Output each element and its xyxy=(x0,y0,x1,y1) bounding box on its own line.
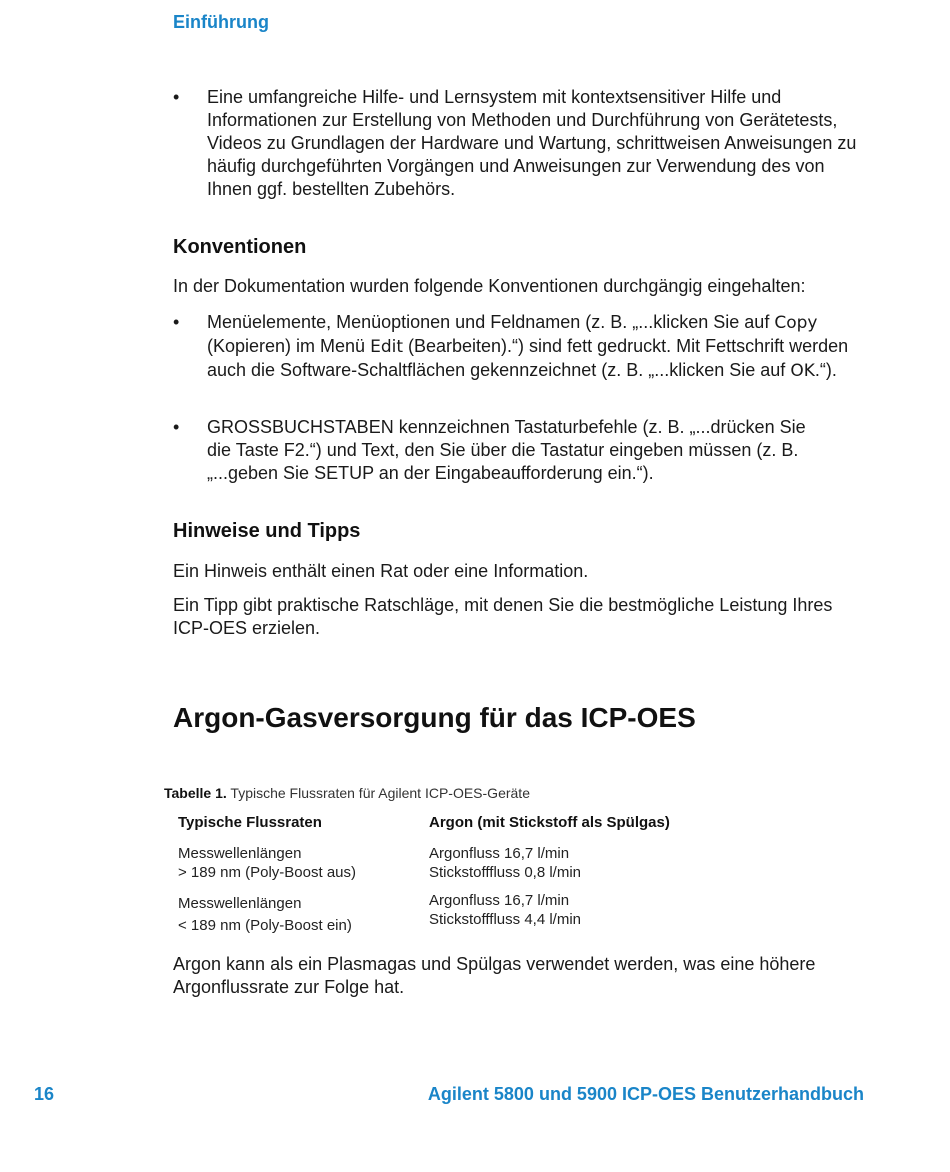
bullet-text: GROSSBUCHSTABEN kennzeichnen Tastaturbefehle (z. B. „...drücken Sie die Taste F2.“) und Text, den Sie über die Tastatur eingeben müssen (z. B. „...geben Sie SETUP an der Eingabeaufforderung ein.“). xyxy=(207,417,806,483)
page-number: 16 xyxy=(34,1084,55,1104)
table-cell xyxy=(429,891,581,929)
footer-title: Agilent 5800 und 5900 ICP-OES Benutzerhandbuch xyxy=(427,1084,864,1104)
bullet-icon: • xyxy=(173,417,180,437)
text-run: Menüelemente, Menüoptionen und Feldnamen (z. B. „...klicken Sie auf xyxy=(207,312,775,332)
hinweise-heading: Hinweise und Tipps xyxy=(173,520,361,542)
hinweise-para-2: Ein Tipp gibt praktische Ratschläge, mit denen Sie die bestmögliche Leistung Ihres ICP-OES erzielen. xyxy=(173,595,833,638)
bullet-text: Eine umfangreiche Hilfe- und Lernsystem mit kontextsensitiver Hilfe und Informationen zur Erstellung von Methoden und Durchführung von Gerätetests, Videos zu Grundlagen der Hardware und Wartung, schrittweisen Anweisungen zu häufig durchgeführten Vorgängen und Anweisungen zur Verwendung des von Ihnen ggf. bestellten Zubehörs. xyxy=(207,87,857,199)
cell-line: Argonfluss 16,7 l/min xyxy=(429,845,570,862)
cell-line: Stickstofffluss 4,4 l/min xyxy=(429,911,582,928)
konventionen-intro: In der Dokumentation wurden folgende Konventionen durchgängig eingehalten: xyxy=(173,276,806,296)
ui-term-copy: Copy xyxy=(774,313,818,333)
caption-text: Typische Flussraten für Agilent ICP-OES-Geräte xyxy=(226,785,530,801)
cell-line: < 189 nm (Poly-Boost ein) xyxy=(178,917,352,934)
text-run: (Bearbeiten).“) sind fett gedruckt. Mit Fettschrift werden auch die Software-Schaltflächen gekennzeichnet (z. B. „...klicken Sie auf xyxy=(207,336,849,380)
intro-bullet xyxy=(173,86,873,206)
argon-heading: Argon-Gasversorgung für das ICP-OES xyxy=(173,702,696,733)
ui-term-edit: Edit xyxy=(370,337,403,357)
text-run: (Kopieren) im Menü xyxy=(207,336,371,356)
table-cell xyxy=(178,893,352,937)
table-header-cell: Typische Flussraten xyxy=(178,814,322,831)
section-header: Einführung xyxy=(173,12,269,32)
bullet-text xyxy=(207,311,867,383)
caption-label: Tabelle 1. xyxy=(164,785,227,801)
argon-closing-para: Argon kann als ein Plasmagas und Spülgas verwendet werden, was eine höhere Argonflussrate zur Folge hat. xyxy=(173,954,816,997)
ui-term-ok: OK xyxy=(790,361,815,381)
konventionen-bullet-2 xyxy=(173,416,873,491)
konventionen-heading: Konventionen xyxy=(173,236,307,258)
text-run: .“). xyxy=(814,360,837,380)
bullet-icon: • xyxy=(173,312,180,332)
table-header-cell: Argon (mit Stickstoff als Spülgas) xyxy=(429,814,670,831)
hinweise-para-1: Ein Hinweis enthält einen Rat oder eine Information. xyxy=(173,561,589,581)
cell-line: Messwellenlängen xyxy=(178,895,302,912)
bullet-icon: • xyxy=(173,87,180,107)
table-cell xyxy=(178,844,356,882)
cell-line: > 189 nm (Poly-Boost aus) xyxy=(178,864,357,881)
cell-line: Messwellenlängen xyxy=(178,845,302,862)
table-cell xyxy=(429,844,581,882)
cell-line: Stickstofffluss 0,8 l/min xyxy=(429,864,582,881)
table-caption xyxy=(164,785,530,801)
cell-line: Argonfluss 16,7 l/min xyxy=(429,892,570,909)
konventionen-bullet-1 xyxy=(173,311,873,406)
